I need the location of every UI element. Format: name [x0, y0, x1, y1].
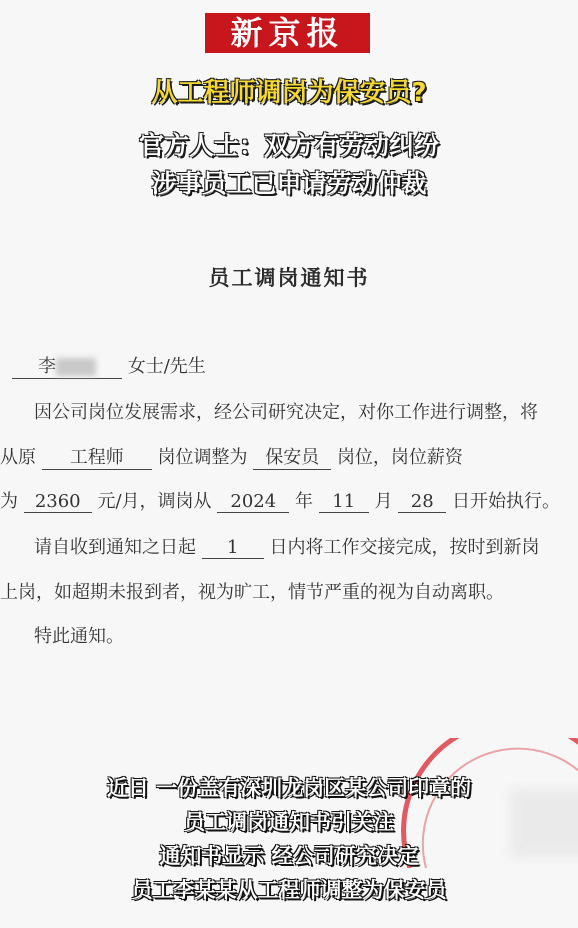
caption-line-3: 通知书显示 经公司研究决定 — [159, 844, 419, 868]
salary-line: 为 2360 元/月，调岗从 2024 年 11 月 28 日开始执行。 — [0, 491, 560, 512]
paragraph-3: 请自收到通知之日起 1 日内将工作交接完成，按时到新岗 — [34, 537, 540, 558]
subtitle-line-1: 官方人士：双方有劳动纠纷 — [138, 131, 439, 160]
redaction-blur — [56, 358, 96, 376]
paragraph-4: 上岗，如超期未报到者，视为旷工，情节严重的视为自动离职。 — [0, 582, 504, 603]
salary-value: 2360 — [24, 491, 92, 513]
paragraph-2: 从原 工程师 岗位调整为 保安员 岗位，岗位薪资 — [0, 443, 463, 470]
headline: 从工程师调岗为保安员? — [151, 78, 427, 108]
month-value: 11 — [319, 491, 369, 513]
year-value: 2024 — [217, 491, 289, 513]
from-role: 工程师 — [42, 443, 152, 470]
caption-line-1: 近日 一份盖有深圳龙岗区某公司印章的 — [106, 776, 472, 800]
caption-line-4: 员工李某某从工程师调整为保安员 — [131, 878, 447, 902]
salutation: 李 女士/先生 — [12, 352, 206, 379]
paragraph-1: 因公司岗位发展需求，经公司研究决定，对你工作进行调整，将 — [34, 402, 538, 423]
days-value: 1 — [202, 537, 264, 559]
subtitle-line-2: 涉事员工已申请劳动仲裁 — [151, 169, 427, 198]
caption-line-2: 员工调岗通知书引关注 — [184, 810, 394, 834]
document-title: 员工调岗通知书 — [208, 265, 370, 290]
closing: 特此通知。 — [34, 626, 124, 647]
recipient-name-field: 李 — [12, 352, 122, 379]
xinjingbao-logo: 新京报 — [205, 13, 370, 53]
day-value: 28 — [398, 491, 446, 513]
to-role: 保安员 — [253, 443, 331, 470]
